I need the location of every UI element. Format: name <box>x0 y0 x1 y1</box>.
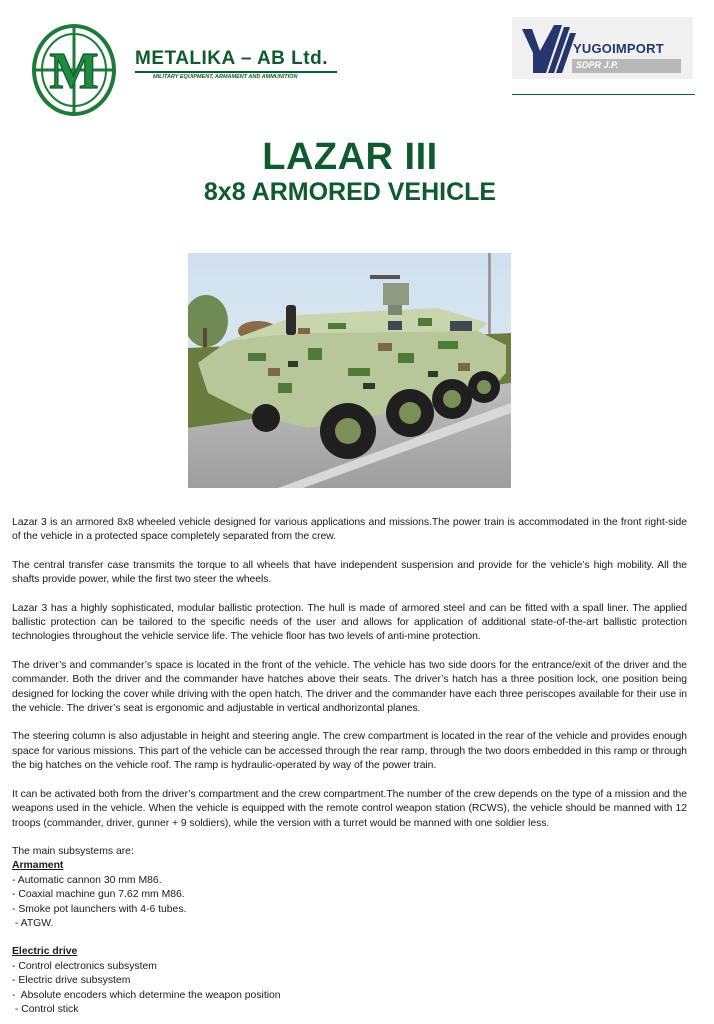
list-item: - Automatic cannon 30 mm M86. <box>12 874 162 886</box>
company-name: METALIKA – AB Ltd. <box>135 48 328 69</box>
company-block <box>135 48 328 80</box>
paragraph-1: Lazar 3 is an armored 8x8 wheeled vehicle designed for various applications and missions.The power train is accommodated in the front right-side of the vehicle in a protected space completely separated from the crew. <box>12 517 687 543</box>
list-item: - Coaxial machine gun 7.62 mm M86. <box>12 889 185 901</box>
paragraph-3: Lazar 3 has a highly sophisticated, modular ballistic protection. The hull is made of armored steel and can be fitted with a spall liner. The applied ballistic protection can be tailored to the specific needs of the user and allows for application of additional state-of-the-art ballistic protection technologies throughout the vehicle service life. The vehicle floor has two levels of anti-mine protection. <box>12 602 687 643</box>
yugoimport-logo <box>512 17 693 79</box>
header-rule <box>512 94 695 95</box>
metalika-logo <box>30 22 118 118</box>
electric-drive-list <box>12 960 687 1018</box>
list-item: - ATGW. <box>12 917 54 929</box>
yugoimport-emblem-icon <box>518 17 578 79</box>
list-item: - Electric drive subsystem <box>12 975 131 987</box>
partner-name: YUGOIMPORT <box>573 41 664 56</box>
page-title: LAZAR III <box>262 136 438 178</box>
armament-title: Armament <box>12 860 64 872</box>
body-text <box>12 516 687 1017</box>
paragraph-5: The steering column is also adjustable in height and steering angle. The crew compartment is located in the rear of the vehicle and provides enough space for various missions. This part of the vehicle can be accessed through the rear ramp, through the two doors embedded in this ramp or through the big hatches on the vehicle roof. The ramp is hydraulic-operated by way of the power train. <box>12 731 687 772</box>
subsystems-section <box>12 845 687 1017</box>
armament-list <box>12 874 687 932</box>
list-item: - Control electronics subsystem <box>12 960 157 972</box>
paragraph-2: The central transfer case transmits the torque to all wheels that have independent suspension and provide for the vehicle’s high mobility. All the shafts provide power, while the first two steer the wheels. <box>12 559 687 586</box>
list-item: - Absolute encoders which determine the weapon position <box>12 989 281 1001</box>
partner-sub: SDPR J.P. <box>576 60 619 70</box>
vehicle-photo <box>188 253 511 488</box>
header <box>0 0 714 110</box>
company-tagline: MILITARY EQUIPMENT, ARMAMENT AND AMMUNITION <box>153 74 298 80</box>
spacer <box>12 931 687 945</box>
company-underline <box>135 71 337 73</box>
page-subtitle: 8x8 ARMORED VEHICLE <box>203 178 497 206</box>
subsystems-intro: The main subsystems are: <box>12 845 134 857</box>
electric-drive-title: Electric drive <box>12 946 78 958</box>
list-item: - Control stick <box>12 1003 79 1015</box>
paragraph-4: The driver’s and commander’s space is located in the front of the vehicle. The vehicle has two side doors for the entrance/exit of the driver and the commander. Both the driver and the commander have hatches above their seats. The driver’s hatch has a three position lock, one position being designed for locking the cover while driving with the open hatch. The driver and the commander have each three periscopes available for their use in the vehicle. The driver’s seat is ergonomic and adjustable in vertical andhorizontal planes. <box>12 659 687 715</box>
partner-sub-box <box>572 59 681 73</box>
paragraph-6: It can be activated both from the driver’s compartment and the crew compartment.The number of the crew depends on the type of a mission and the weapons used in the vehicle. When the vehicle is equipped with the remote control weapon station (RCWS), the vehicle should be manned with 12 troops (commander, driver, gunner + 9 soldiers), while the version with a turret would be manned with one soldier less. <box>12 788 687 829</box>
logo-letter: M <box>49 43 99 100</box>
list-item: - Smoke pot launchers with 4-6 tubes. <box>12 903 187 915</box>
